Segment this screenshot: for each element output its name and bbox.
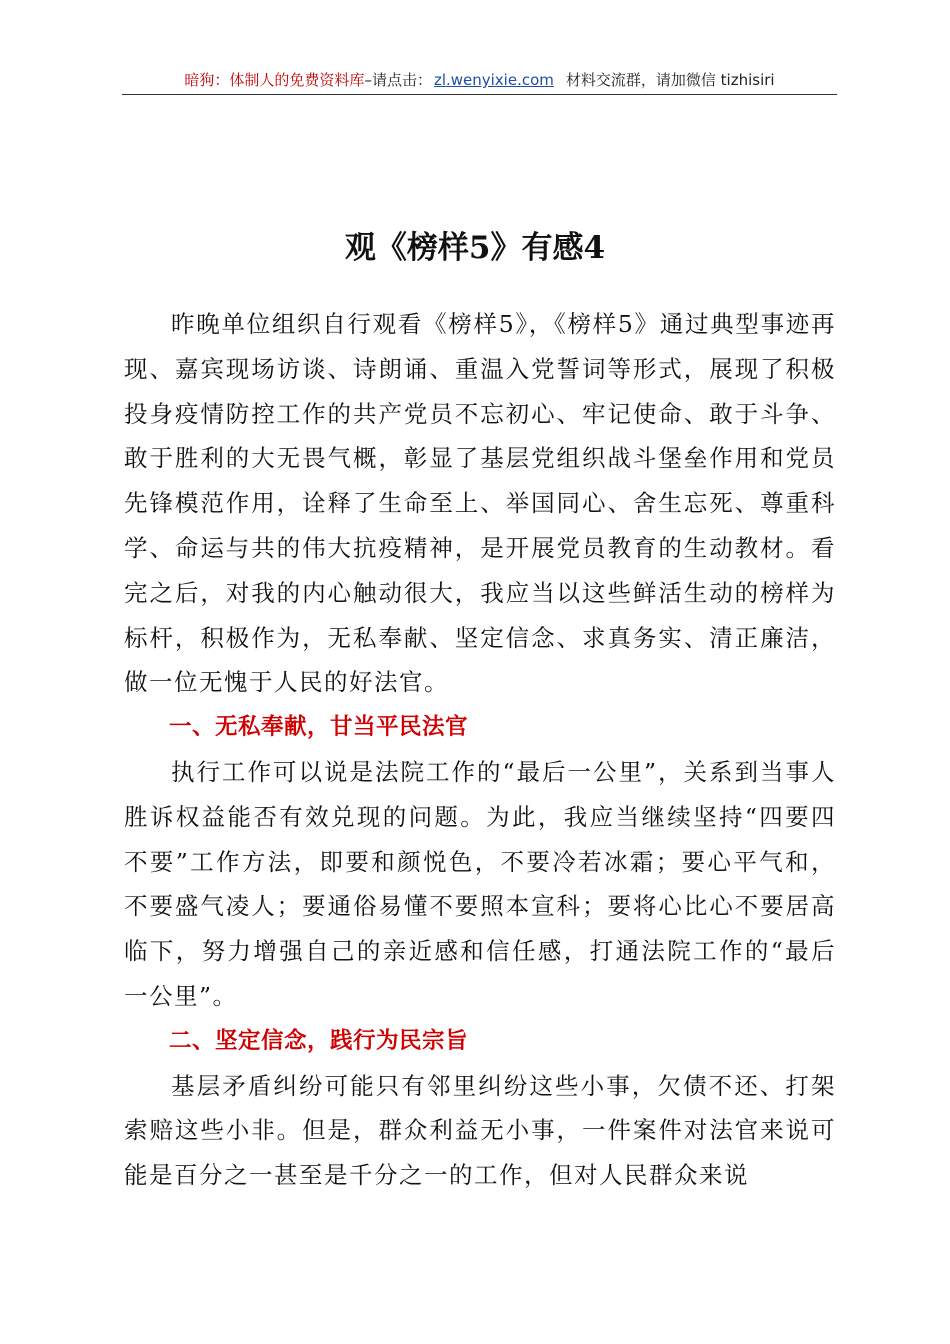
- intro-paragraph: 昨晚单位组织自行观看《榜样5》，《榜样5》通过典型事迹再现、嘉宾现场访谈、诗朗诵、重温入党誓词等形式，展现了积极投身疫情防控工作的共产党员不忘初心、牢记使命、敢于斗争、敢于胜利的大无畏气概，彰显了基层党组织战斗堡垒作用和党员先锋模范作用，诠释了生命至上、举国同心、舍生忘死、尊重科学、命运与共的伟大抗疫精神，是开展党员教育的生动教材。看完之后，对我的内心触动很大，我应当以这些鲜活生动的榜样为标杆，积极作为，无私奉献、坚定信念、求真务实、清正廉洁，做一位无愧于人民的好法官。: [124, 310, 836, 697]
- document-title: 观《榜样5》有感4: [344, 230, 606, 266]
- header-wechat-text: 材料交流群，请加微信 tizhisiri: [565, 71, 775, 89]
- section-paragraph-1: 执行工作可以说是法院工作的“最后一公里”，关系到当事人胜诉权益能否有效兑现的问题。为此，我应当继续坚持“四要四不要”工作方法，即要和颜悦色，不要冷若冰霜；要心平气和，不要盛气凌人；要通俗易懂不要照本宣科；要将心比心不要居高临下，努力增强自己的亲近感和信任感，打通法院工作的“最后一公里”。: [124, 757, 836, 1010]
- section-paragraph-2: 基层矛盾纠纷可能只有邻里纠纷这些小事，欠债不还、打架索赔这些小非。但是，群众利益无小事，一件案件对法官来说可能是百分之一甚至是千分之一的工作，但对人民群众来说: [124, 1071, 836, 1190]
- header-click-text: –请点击：: [364, 71, 432, 89]
- page-header: [122, 66, 837, 95]
- section-heading-1: 一、无私奉献，甘当平民法官: [169, 714, 469, 741]
- document-body: [124, 302, 836, 1198]
- section-heading-2: 二、坚定信念，践行为民宗旨: [169, 1027, 469, 1054]
- header-link[interactable]: zl.wenyixie.com: [433, 71, 554, 89]
- header-promo-text: 暗狗：体制人的免费资料库: [184, 71, 365, 89]
